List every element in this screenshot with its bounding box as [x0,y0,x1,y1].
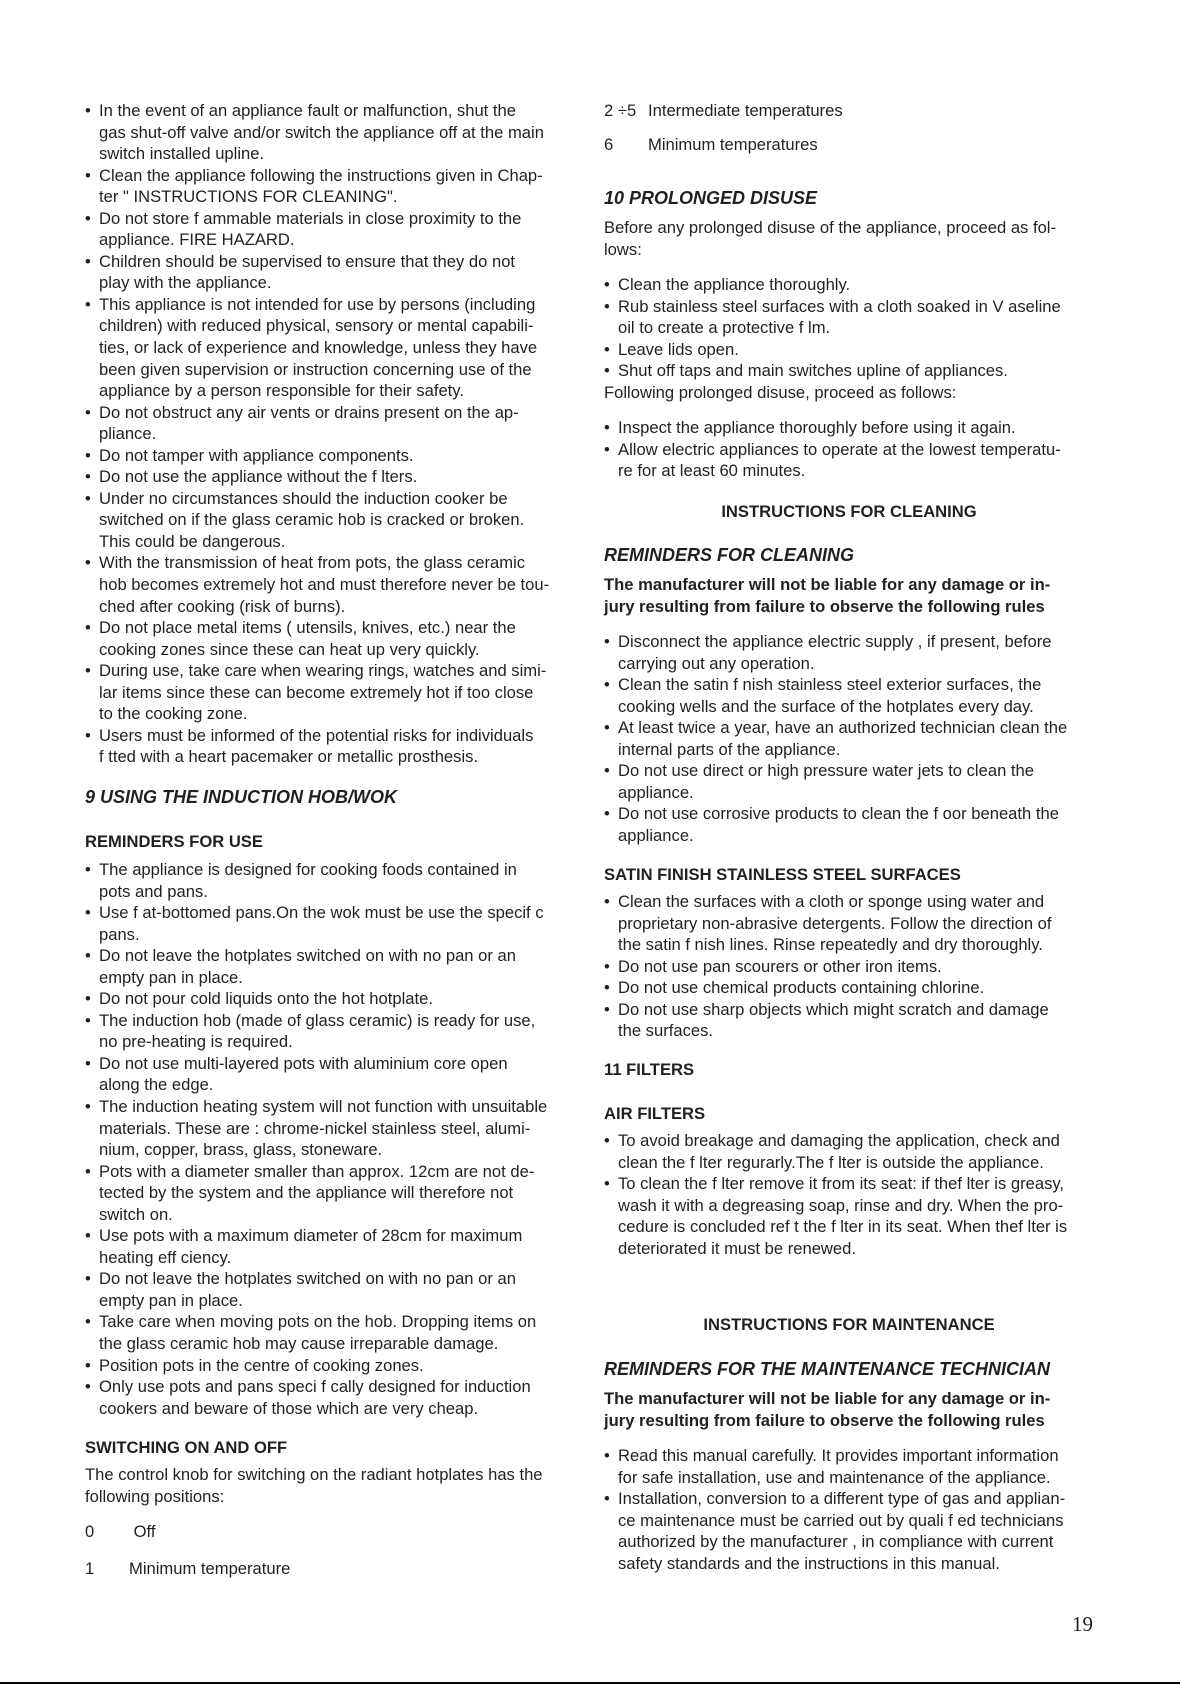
list-item-line: switch installed upline. [99,144,265,164]
bullet-icon: • [85,488,91,508]
bullet-icon: • [604,439,610,459]
heading-text: AIR FILTERS [604,1104,706,1123]
list-item-line: the surfaces. [618,1021,714,1041]
list-item-line: pots and pans. [99,881,208,901]
bottom-rule [0,1682,1180,1684]
list-item-line: Rub stainless steel surfaces with a cloth soaked in V aseline [618,296,1061,316]
list-item-line: Use pots with a maximum diameter of 28cm for maximum [99,1226,523,1246]
bullet-icon: • [85,1312,91,1332]
list-item-line: In the event of an appliance fault or malfunction, shut the [99,101,516,120]
bullet-icon: • [604,296,610,316]
list-item-line: empty pan in place. [99,967,243,987]
list-item [85,552,549,617]
list-item-line: Do not leave the hotplates switched on with no pan or an [99,1269,516,1289]
list-item-line: cedure is concluded ref t the f lter in its seat. When thef lter is [618,1217,1068,1237]
paragraph-line: Before any prolonged disuse of the appliance, proceed as fol- [604,218,1057,237]
knob-position [604,134,818,156]
bullet-icon: • [85,860,91,879]
bullet-icon: • [85,101,91,120]
list-item-line: the glass ceramic hob may cause irreparable damage. [99,1334,499,1354]
heading-text: REMINDERS FOR CLEANING [604,545,855,565]
list-item-line: With the transmission of heat from pots, the glass ceramic [99,553,526,573]
bullet-icon: • [604,956,610,976]
list-item-line: for safe installation, use and maintenance of the appliance. [618,1467,1051,1487]
list-item [85,1225,547,1268]
bullet-icon: • [85,1097,91,1117]
list-item [85,617,549,660]
position-row [85,1558,290,1580]
list-item [604,717,1067,760]
list-item [85,251,549,294]
bullet-icon: • [85,1010,91,1030]
list-item-line: Do not use the appliance without the f lters. [99,467,418,487]
bullet-icon: • [604,761,610,781]
list-item [85,902,547,945]
heading-text: 11 FILTERS [604,1060,695,1079]
list-item-line: Clean the appliance following the instructions given in Chap- [99,165,543,185]
bullet-icon: • [85,1226,91,1246]
list-item-line: deteriorated it must be renewed. [618,1238,856,1258]
bullet-icon: • [604,418,610,437]
list-item-line: To clean the f lter remove it from its seat: if thef lter is greasy, [618,1174,1065,1194]
list-item [604,977,1052,999]
list-item [604,439,1061,482]
list-item [85,402,549,445]
list-item [604,1488,1065,1574]
bullet-icon: • [85,1053,91,1073]
bullet-icon: • [85,251,91,271]
list-item-line: gas shut-off valve and/or switch the appliance off at the main [99,122,544,142]
bullet-list [604,891,1052,1042]
list-item-line: Do not use pan scourers or other iron items. [618,956,942,976]
list-item-line: been given supervision or instruction concerning use of the [99,359,532,379]
paragraph [85,1464,543,1507]
bullet-icon: • [85,946,91,966]
paragraph-line: lows: [604,239,642,259]
list-item [85,466,549,488]
list-item-line: Do not use multi-layered pots with aluminium core open [99,1053,508,1073]
paragraph [604,574,1050,617]
knob-position [604,100,843,122]
list-item-line: During use, take care when wearing rings, watches and simi- [99,661,547,681]
list-item-line: play with the appliance. [99,273,272,293]
list-item-line: Clean the satin f nish stainless steel exterior surfaces, the [618,675,1042,695]
bullet-icon: • [604,675,610,695]
bullet-list [85,100,549,768]
position-row [85,1521,155,1543]
list-item-line: Clean the surfaces with a cloth or sponge using water and [618,892,1045,911]
list-item-line: f tted with a heart pacemaker or metallic prosthesis. [99,747,479,767]
list-item-line: To avoid breakage and damaging the application, check and [618,1131,1060,1150]
list-item-line: authorized by the manufacturer , in compliance with current [618,1532,1054,1552]
knob-position [85,1521,155,1543]
bullet-icon: • [85,1377,91,1397]
list-item-line: Disconnect the appliance electric supply , if present, before [618,632,1052,651]
list-item [604,803,1067,846]
list-item-line: Leave lids open. [618,339,739,359]
paragraph-line: The manufacturer will not be liable for any damage or in- [604,575,1051,594]
section-heading [604,1359,1050,1381]
bullet-icon: • [85,294,91,314]
paragraph-line: jury resulting from failure to observe the following rules [604,596,1045,616]
list-item [604,760,1067,803]
list-item-line: safety standards and the instructions in this manual. [618,1553,1000,1573]
paragraph [604,1388,1050,1431]
list-item [85,1010,547,1053]
list-item-line: no pre-heating is required. [99,1032,293,1052]
list-item [604,674,1067,717]
list-item [604,417,1061,439]
bullet-icon: • [604,978,610,998]
position-number: 6 [604,135,614,154]
position-label: Minimum temperatures [648,135,818,154]
list-item-line: Do not use direct or high pressure water jets to clean the [618,761,1034,781]
list-item-line: Only use pots and pans speci f cally designed for induction [99,1377,531,1397]
list-item-line: heating eff ciency. [99,1247,232,1267]
list-item [85,1311,547,1354]
list-item-line: hob becomes extremely hot and must therefore never be tou- [99,575,550,595]
list-item [85,165,549,208]
list-item-line: Inspect the appliance thoroughly before using it again. [618,418,1016,437]
section-heading [85,831,263,853]
list-item-line: empty pan in place. [99,1290,243,1310]
list-item [85,1053,547,1096]
list-item-line: switched on if the glass ceramic hob is cracked or broken. [99,510,525,530]
list-item-line: nium, copper, brass, glass, stoneware. [99,1140,383,1160]
list-item [604,339,1061,361]
list-item [604,956,1052,978]
paragraph [604,217,1056,260]
section-heading [604,1059,694,1081]
list-item-line: re for at least 60 minutes. [618,461,806,481]
list-item-line: Pots with a diameter smaller than approx. 12cm are not de- [99,1161,535,1181]
bullet-icon: • [85,467,91,487]
list-item [604,1130,1067,1173]
list-item-line: Shut off taps and main switches upline of appliances. [618,361,1008,381]
bullet-icon: • [604,1174,610,1194]
bullet-icon: • [85,208,91,228]
heading-text: 9 USING THE INDUCTION HOB/WOK [85,787,398,807]
bullet-icon: • [604,892,610,911]
section-heading [604,501,1094,523]
list-item-line: children) with reduced physical, sensory or mental capabili- [99,316,534,336]
position-label: Intermediate temperatures [648,101,843,120]
list-item-line: This appliance is not intended for use by persons (including [99,294,536,314]
list-item [604,1173,1067,1259]
bullet-icon: • [604,999,610,1019]
paragraph-line: Following prolonged disuse, proceed as follows: [604,383,957,402]
position-number: 1 [85,1559,95,1578]
bullet-icon: • [85,1269,91,1289]
list-item-line: Do not obstruct any air vents or drains present on the ap- [99,402,519,422]
list-item [604,296,1061,339]
list-item-line: along the edge. [99,1075,214,1095]
list-item-line: Users must be informed of the potential risks for individuals [99,725,534,745]
bullet-icon: • [604,804,610,824]
list-item [85,1268,547,1311]
list-item-line: appliance. FIRE HAZARD. [99,230,295,250]
list-item-line: Clean the appliance thoroughly. [618,275,851,294]
bullet-icon: • [85,445,91,465]
bullet-list [604,417,1061,482]
list-item-line: Take care when moving pots on the hob. Dropping items on [99,1312,537,1332]
list-item-line: The induction heating system will not function with unsuitable [99,1097,548,1117]
list-item-line: ties, or lack of experience and knowledge, unless they have [99,338,538,358]
list-item-line: Do not use sharp objects which might scratch and damage [618,999,1049,1019]
knob-position [85,1558,290,1580]
bullet-icon: • [85,553,91,573]
bullet-icon: • [604,632,610,651]
bullet-icon: • [604,339,610,359]
bullet-icon: • [604,1446,610,1465]
list-item [604,891,1052,956]
list-item-line: Use f at-bottomed pans.On the wok must be use the specif c [99,903,544,923]
list-item-line: cooking zones since these can heat up very quickly. [99,639,480,659]
list-item-line: cookers and beware of those which are very cheap. [99,1398,479,1418]
bullet-icon: • [85,165,91,185]
heading-text: SATIN FINISH STAINLESS STEEL SURFACES [604,865,961,884]
list-item [85,294,549,402]
bullet-list [604,1445,1065,1574]
list-item-line: internal parts of the appliance. [618,739,841,759]
section-heading [604,545,854,567]
list-item [85,859,547,902]
bullet-list [85,859,547,1419]
bullet-icon: • [604,1131,610,1150]
section-heading [85,1437,287,1459]
list-item-line: Installation, conversion to a different type of gas and applian- [618,1489,1066,1509]
list-item [604,999,1052,1042]
bullet-icon: • [85,661,91,681]
position-number: 0 [85,1522,95,1541]
bullet-icon: • [85,1355,91,1375]
bullet-icon: • [85,989,91,1009]
list-item [604,631,1067,674]
list-item-line: clean the f lter regurarly.The f lter is outside the appliance. [618,1152,1044,1172]
bullet-icon: • [85,618,91,638]
list-item-line: The appliance is designed for cooking foods contained in [99,860,517,879]
list-item [85,660,549,725]
list-item-line: lar items since these can become extremely hot if too close [99,682,534,702]
list-item [85,1161,547,1226]
position-number: 2 ÷5 [604,101,637,120]
bullet-list [604,274,1061,382]
list-item-line: to the cooking zone. [99,704,248,724]
list-item [85,725,549,768]
section-heading [604,1314,1094,1336]
list-item [85,100,549,165]
heading-text: REMINDERS FOR THE MAINTENANCE TECHNICIAN [604,1359,1051,1379]
list-item [85,945,547,988]
heading-text: SWITCHING ON AND OFF [85,1438,288,1457]
bullet-icon: • [85,903,91,923]
paragraph [604,382,956,404]
list-item [85,208,549,251]
list-item-line: appliance by a person responsible for their safety. [99,381,464,401]
list-item-line: At least twice a year, have an authorized technician clean the [618,718,1068,738]
list-item-line: carrying out any operation. [618,653,815,673]
position-label: Off [129,1522,156,1541]
list-item-line: Do not tamper with appliance components. [99,445,414,465]
list-item [85,1355,547,1377]
position-row [604,100,843,122]
bullet-icon: • [604,718,610,738]
heading-text: 10 PROLONGED DISUSE [604,188,818,208]
list-item [85,1096,547,1161]
bullet-icon: • [604,275,610,294]
list-item-line: Read this manual carefully. It provides important information [618,1446,1059,1465]
list-item-line: wash it with a degreasing soap, rinse and dry. When the pro- [618,1195,1064,1215]
bullet-icon: • [85,725,91,745]
list-item [604,360,1061,382]
list-item [85,445,549,467]
list-item [85,488,549,553]
list-item-line: cooking wells and the surface of the hotplates every day. [618,696,1034,716]
bullet-icon: • [85,402,91,422]
paragraph-line: jury resulting from failure to observe the following rules [604,1410,1045,1430]
list-item-line: oil to create a protective f lm. [618,318,831,338]
bullet-icon: • [85,1161,91,1181]
section-heading [604,188,817,210]
list-item [604,1445,1065,1488]
list-item-line: Under no circumstances should the induction cooker be [99,488,508,508]
list-item-line: appliance. [618,825,694,845]
list-item-line: appliance. [618,782,694,802]
heading-text: INSTRUCTIONS FOR CLEANING [721,502,977,521]
list-item-line: Do not use chemical products containing chlorine. [618,978,985,998]
section-heading [604,1103,705,1125]
list-item [85,1376,547,1419]
bullet-list [604,631,1067,846]
list-item-line: The induction hob (made of glass ceramic) is ready for use, [99,1010,536,1030]
list-item-line: materials. These are : chrome-nickel stainless steel, alumi- [99,1118,531,1138]
list-item-line: Do not use corrosive products to clean the f oor beneath the [618,804,1059,824]
position-label: Minimum temperature [129,1559,291,1578]
list-item-line: Do not pour cold liquids onto the hot hotplate. [99,989,433,1009]
section-heading [604,864,961,886]
list-item-line: ter " INSTRUCTIONS FOR CLEANING". [99,187,398,207]
list-item-line: pans. [99,924,140,944]
list-item-line: the satin f nish lines. Rinse repeatedly and dry thoroughly. [618,935,1043,955]
list-item-line: Do not leave the hotplates switched on with no pan or an [99,946,516,966]
paragraph-line: The manufacturer will not be liable for any damage or in- [604,1389,1051,1408]
list-item-line: This could be dangerous. [99,531,286,551]
page-number: 19 [1072,1612,1093,1636]
heading-text: REMINDERS FOR USE [85,832,263,851]
bullet-list [604,1130,1067,1259]
list-item-line: pliance. [99,424,157,444]
list-item-line: ched after cooking (risk of burns). [99,596,346,616]
position-row [604,134,818,156]
list-item-line: Children should be supervised to ensure that they do not [99,251,516,271]
bullet-icon: • [604,361,610,381]
list-item-line: Do not store f ammable materials in close proximity to the [99,208,522,228]
list-item-line: Do not place metal items ( utensils, knives, etc.) near the [99,618,516,638]
list-item-line: Position pots in the centre of cooking zones. [99,1355,424,1375]
heading-text: INSTRUCTIONS FOR MAINTENANCE [703,1315,995,1334]
list-item-line: proprietary non-abrasive detergents. Follow the direction of [618,913,1052,933]
list-item-line: Allow electric appliances to operate at the lowest temperatu- [618,439,1061,459]
list-item [85,988,547,1010]
paragraph-line: The control knob for switching on the radiant hotplates has the [85,1465,543,1484]
section-heading [85,787,397,809]
bullet-icon: • [604,1489,610,1509]
paragraph-line: following positions: [85,1486,225,1506]
list-item-line: ce maintenance must be carried out by quali f ed technicians [618,1510,1064,1530]
list-item-line: tected by the system and the appliance will therefore not [99,1183,514,1203]
list-item-line: switch on. [99,1204,173,1224]
list-item [604,274,1061,296]
